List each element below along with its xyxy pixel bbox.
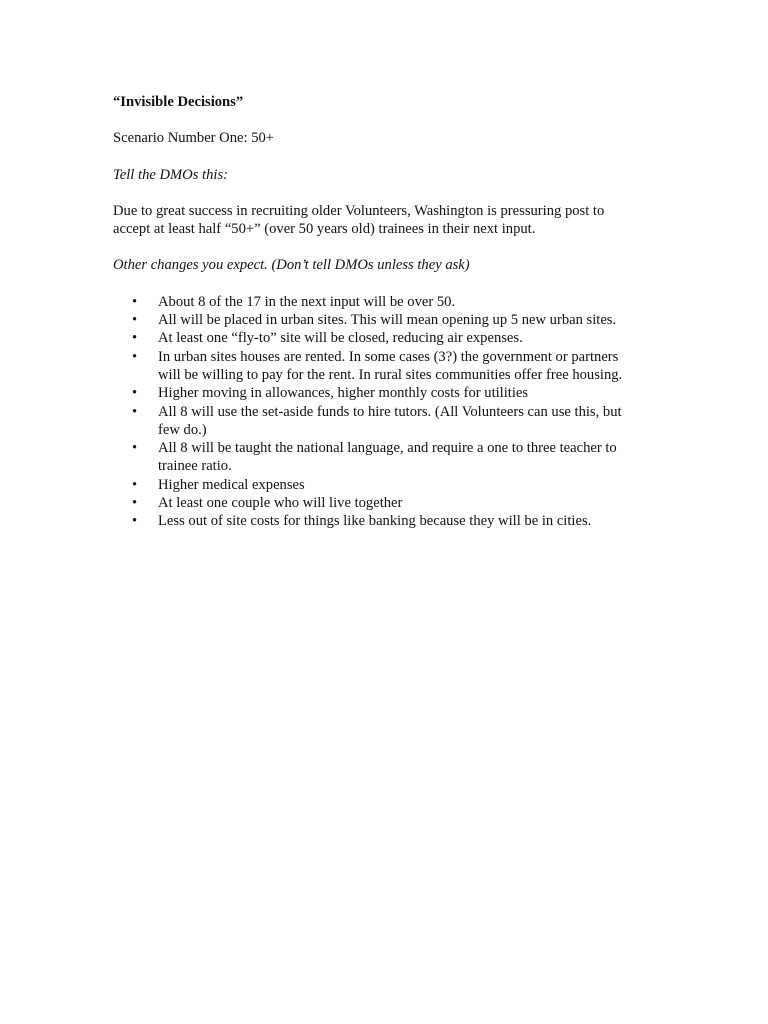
bullet-icon: • <box>132 513 138 530</box>
list-item <box>113 476 653 494</box>
list-item-text: All 8 will be taught the national language, and require a one to three teacher to <box>158 440 617 457</box>
list-item-text: All 8 will use the set-aside funds to hire tutors. (All Volunteers can use this, but <box>158 403 622 420</box>
expectations-list <box>113 293 653 531</box>
body-line: accept at least half “50+” (over 50 years old) trainees in their next input. <box>113 221 536 238</box>
list-item <box>113 403 653 440</box>
list-item-text: will be willing to pay for the rent. In rural sites communities offer free housing. <box>158 366 623 383</box>
list-item-text: few do.) <box>158 421 207 438</box>
list-item <box>113 384 653 402</box>
list-item <box>113 348 653 385</box>
bullet-icon: • <box>132 348 138 365</box>
list-item-text: About 8 of the 17 in the next input will be over 50. <box>158 293 456 310</box>
list-item-text: Higher moving in allowances, higher monthly costs for utilities <box>158 385 529 402</box>
bullet-icon: • <box>132 385 138 402</box>
list-item-text: Higher medical expenses <box>158 476 305 493</box>
list-item-text: At least one “fly-to” site will be closed, reducing air expenses. <box>158 330 523 347</box>
list-item-text: At least one couple who will live together <box>158 495 403 512</box>
bullet-icon: • <box>132 312 138 329</box>
bullet-icon: • <box>132 330 138 347</box>
document-page <box>113 93 653 531</box>
body-line: Due to great success in recruiting older Volunteers, Washington is pressuring post to <box>113 202 605 219</box>
bullet-icon: • <box>132 403 138 420</box>
bullet-icon: • <box>132 476 138 493</box>
list-item <box>113 329 653 347</box>
body-paragraph <box>113 202 653 239</box>
bullet-icon: • <box>132 495 138 512</box>
scenario-heading: Scenario Number One: 50+ <box>113 130 275 147</box>
list-item-text: trainee ratio. <box>158 458 232 475</box>
list-item-text: Less out of site costs for things like banking because they will be in cities. <box>158 513 592 530</box>
list-item <box>113 293 653 311</box>
expectations-heading: Other changes you expect. (Don’t tell DMOs unless they ask) <box>113 257 470 274</box>
list-item <box>113 494 653 512</box>
list-item <box>113 439 653 476</box>
instruction-line: Tell the DMOs this: <box>113 166 228 183</box>
document-title: “Invisible Decisions” <box>113 94 244 110</box>
list-item-text: All will be placed in urban sites. This will mean opening up 5 new urban sites. <box>158 312 617 329</box>
list-item <box>113 311 653 329</box>
list-item <box>113 512 653 530</box>
list-item-text: In urban sites houses are rented. In some cases (3?) the government or partners <box>158 348 619 365</box>
bullet-icon: • <box>132 440 138 457</box>
bullet-icon: • <box>132 293 138 310</box>
